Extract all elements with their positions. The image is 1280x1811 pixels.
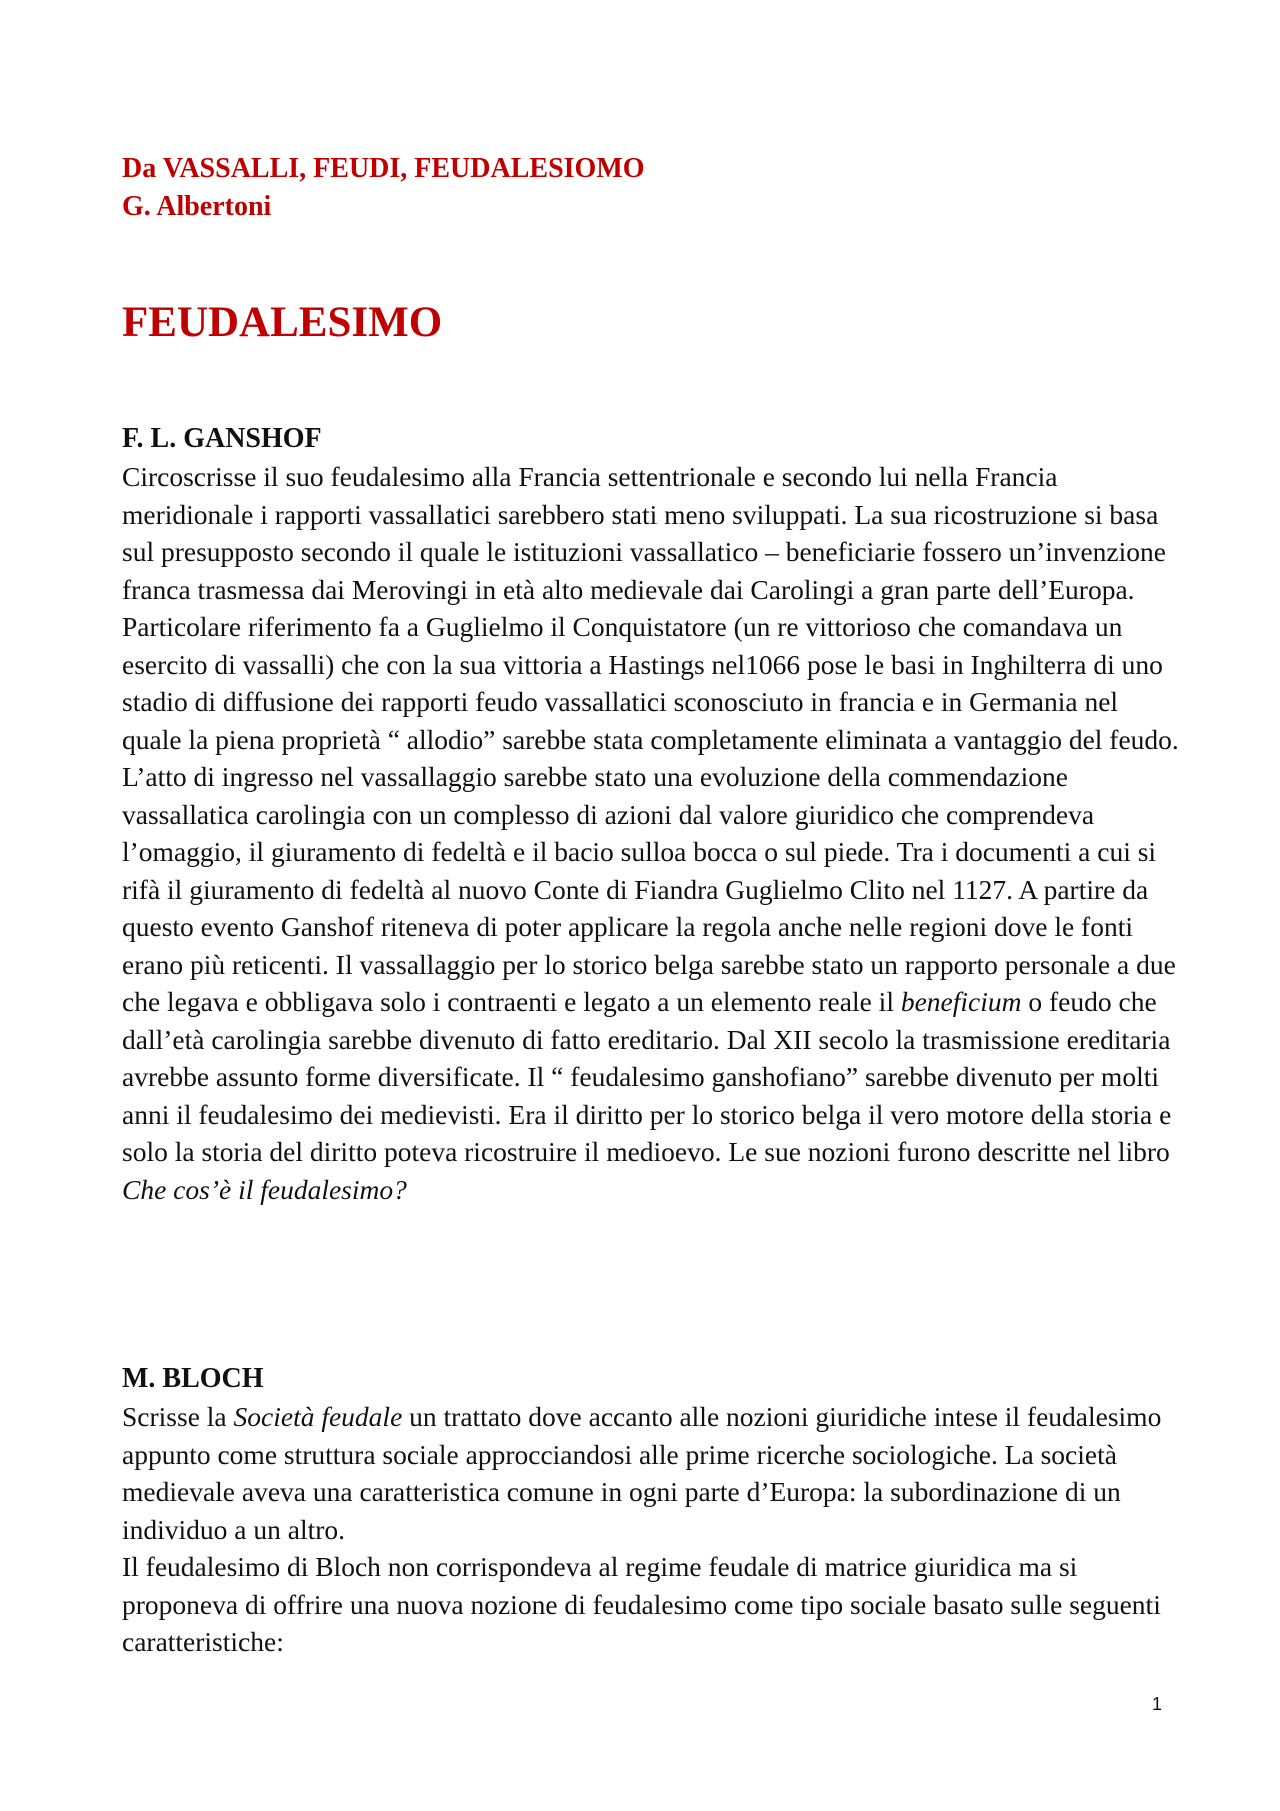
bloch-paragraph-2: Il feudalesimo di Bloch non corrispondeva al regime feudale di matrice giuridica ma si proponeva di offrire una nuova nozione di feudalesimo come tipo sociale basato sulle seguenti caratteristiche:	[122, 1551, 1161, 1657]
book-title-bloch: Società feudale	[233, 1401, 403, 1432]
document-page	[122, 150, 1182, 1657]
section-bloch	[122, 1360, 1182, 1661]
section-heading-bloch: M. BLOCH	[122, 1363, 264, 1394]
page-number: 1	[1151, 1694, 1162, 1714]
section-ganshof	[122, 420, 1182, 1208]
author-line: G. Albertoni	[122, 191, 272, 222]
bloch-p1-text-b: un trattato dove accanto alle nozioni giuridiche intese il feudalesimo appunto come struttura sociale approcciandosi alle prime ricerche sociologiche. La società medievale aveva una caratteristica comune in ogni parte d’Europa: la subordinazione di un individuo a un altro.	[122, 1401, 1162, 1545]
bloch-paragraph-1	[122, 1398, 1182, 1548]
ganshof-paragraph-1: Circoscrisse il suo feudalesimo alla Francia settentrionale e secondo lui nella Francia meridionale i rapporti vassallatici sarebbero stati meno sviluppati. La sua ricostruzione si basa sul presupposto secondo il quale le istituzioni vassallatico – beneficiarie fossero un’invenzione franca trasmessa dai Merovingi in età alto medievale dai Carolingi a gran parte dell’Europa. Particolare riferimento fa a Guglielmo il Conquistatore (un re vittorioso che comandava un esercito di vassalli) che con la sua vittoria a Hastings nel1066 pose le basi in Inghilterra di uno stadio di diffusione dei rapporti feudo vassallatici sconosciuto in francia e in Germania nel quale la piena proprietà “ allodio” sarebbe stata completamente eliminata a vantaggio del feudo.	[122, 461, 1179, 755]
beneficium-term: beneficium	[900, 986, 1022, 1017]
ganshof-p2-text-b: o feudo che dall’età carolingia sarebbe divenuto di fatto ereditario. Dal XII secolo la trasmissione ereditaria avrebbe assunto forme diversificate. Il “ feudalesimo ganshofiano” sarebbe divenuto per molti anni il feudalesimo dei medievisti. Era il diritto per lo storico belga il vero motore della storia e solo la storia del diritto poteva ricostruire il medioevo. Le sue nozioni furono descritte nel libro	[122, 986, 1172, 1167]
source-line: Da VASSALLI, FEUDI, FEUDALESIOMO	[122, 153, 645, 184]
section-heading-ganshof: F. L. GANSHOF	[122, 423, 322, 454]
ganshof-paragraph-2	[122, 758, 1182, 1208]
book-title-ganshof: Che cos’è il feudalesimo?	[122, 1173, 407, 1205]
ganshof-p2-text-a: L’atto di ingresso nel vassallaggio sarebbe stato una evoluzione della commendazione vassallatica carolingia con un complesso di azioni dal valore giuridico che comprendeva l’omaggio, il giuramento di fedeltà e il bacio sulloa bocca o sul piede. Tra i documenti a cui si rifà il giuramento di fedeltà al nuovo Conte di Fiandra Guglielmo Clito nel 1127. A partire da questo evento Ganshof riteneva di poter applicare la regola anche nelle regioni dove le fonti erano più reticenti. Il vassallaggio per lo storico belga sarebbe stato un rapporto personale a due che legava e obbligava solo i contraenti e legato a un elemento reale il	[122, 761, 1176, 1017]
bloch-p1-text-a: Scrisse la	[122, 1401, 227, 1432]
page-title: FEUDALESIMO	[122, 299, 443, 346]
